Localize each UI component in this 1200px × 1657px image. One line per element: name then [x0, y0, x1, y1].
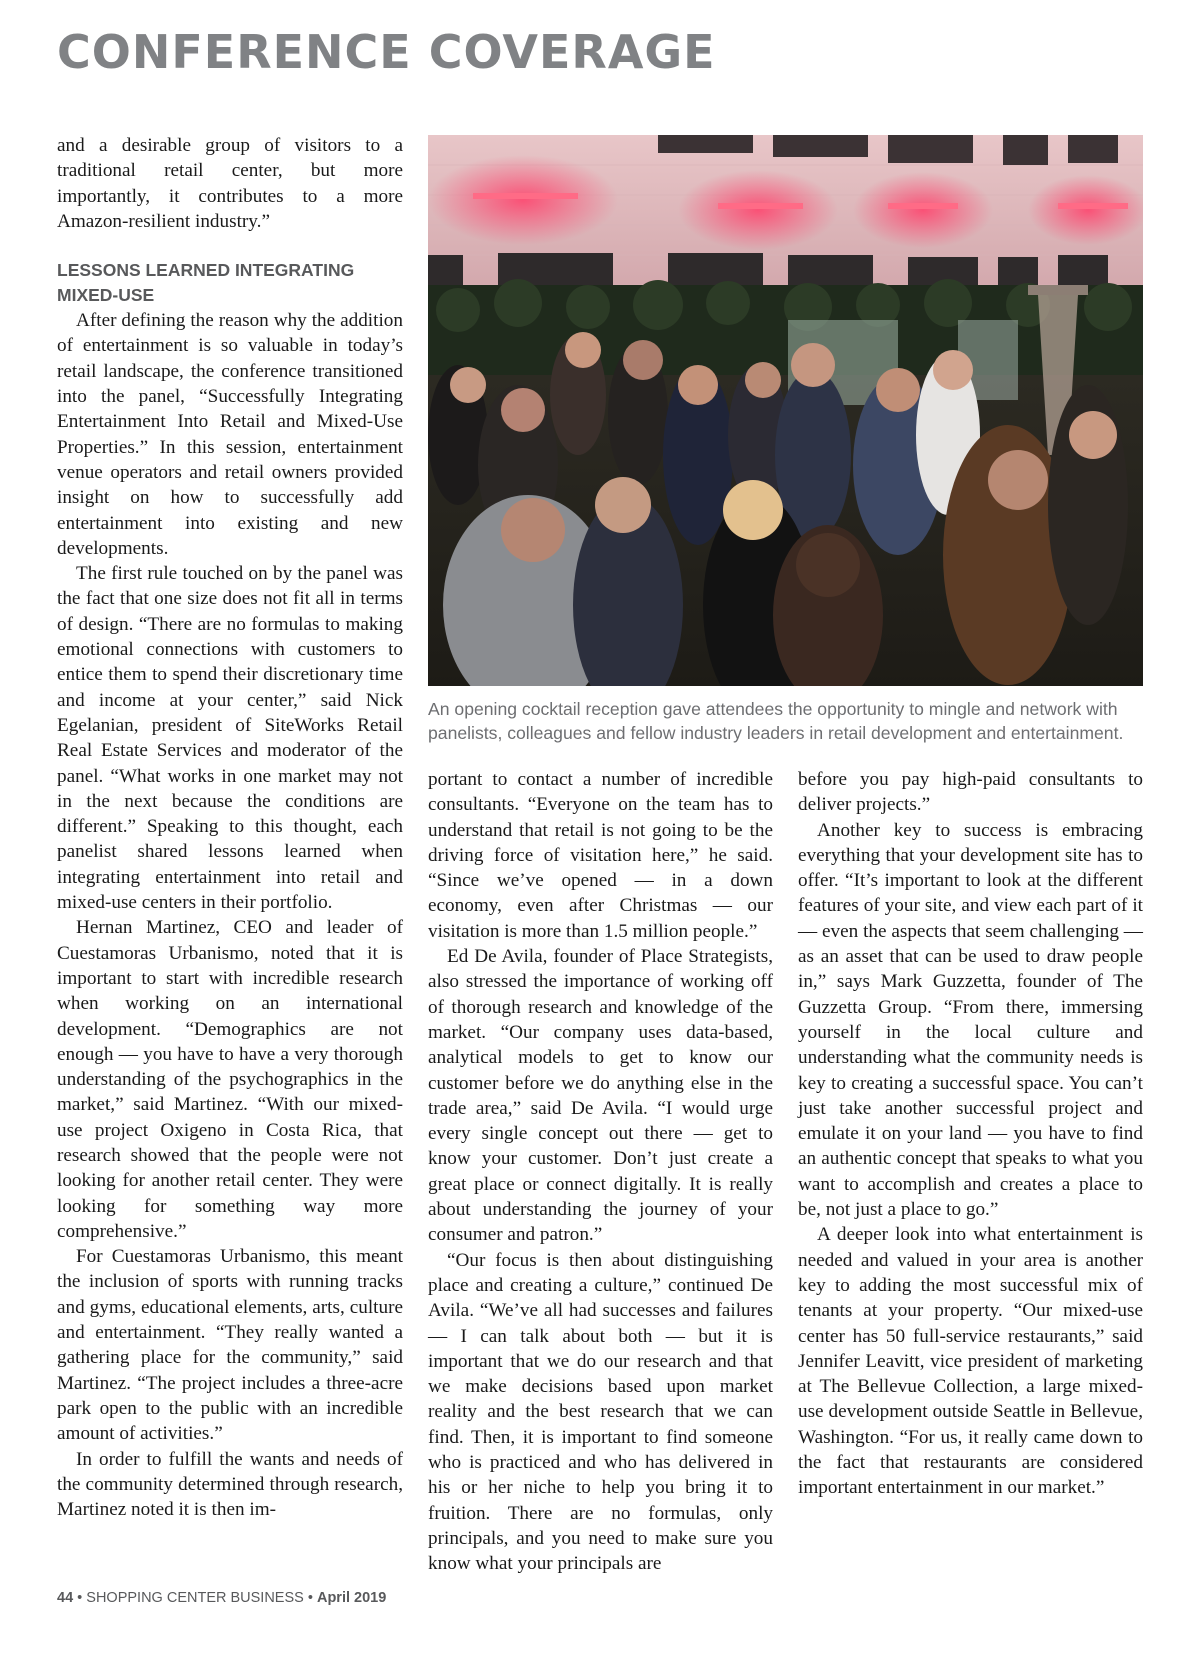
body-paragraph: The first rule touched on by the panel was the fact that one size does not fit all in terms of design. “There are no formulas to making emotional connections with customers to entice them to spend their discretionary time and income at your center,” said Nick Egelanian, president of SiteWorks Retail Real Estate Services and moderator of the panel. “What works in one market may not in the next because the conditions are different.” Speaking to this thought, each panelist shared lessons learned when integrating entertainment into retail and mixed-use centers in their portfolio.	[57, 563, 403, 914]
body-paragraph: A deeper look into what entertainment is needed and valued in your area is another key to adding the most successful mix of tenants at your property. “Our mixed-use center has 50 full-service restaurants,” said Jennifer Leavitt, vice president of marketing at The Bellevue Collection, a large mixed-use development outside Seattle in Bellevue, Washington. “For us, it really came down to the fact that restaurants are considered important entertainment in our market.”	[798, 1224, 1143, 1499]
body-paragraph: Ed De Avila, founder of Place Strategists, also stressed the importance of working off of thorough research and knowledge of the market. “Our company uses data-based, analytical models to get to know our customer before we do anything else in the trade area,” said De Avila. “I would urge every single concept out there — get to know your customer. Don’t just create a great place or connect digitally. It is really about understanding the journey of your consumer and patron.”	[428, 946, 773, 1246]
body-paragraph: Another key to success is embracing everything that your development site has to offer. “It’s important to look at the different features of your site, and view each part of it — even the aspects that seem challenging — as an asset that can be used to draw people in,” says Mark Guzzetta, founder of The Guzzetta Group. “From there, immersing yourself in the local culture and understanding what the community needs is key to creating a successful space. You can’t just take another successful project and emulate it on your land — you have to find an authentic concept that speaks to what you want to accomplish and creates a place to be, not just a place to go.”	[798, 819, 1143, 1221]
footer-separator: •	[77, 1590, 83, 1606]
article-column-right	[798, 767, 1143, 1501]
article-column-middle	[428, 767, 773, 1577]
photo-caption: An opening cocktail reception gave attendees the opportunity to mingle and network with panelists, colleagues and fellow industry leaders in retail development and entertainment.	[428, 699, 1124, 743]
body-paragraph: “Our focus is then about distinguishing place and creating a culture,” continued De Avila. “We’ve all had successes and failures — I can talk about both — but it is important that we do our research and that we make decisions based upon market reality and the best research that we can find. Then, it is important to find someone who is practiced and who has delivered in his or her niche to help you bring it to fruition. There are no formulas, only principals, and you need to make sure you know what your principals are	[428, 1249, 773, 1575]
continuation-paragraph: before you pay high-paid consultants to deliver projects.”	[798, 769, 1143, 816]
article-column-left	[57, 133, 403, 1522]
body-paragraph: After defining the reason why the addition of entertainment is so valuable in today’s retail landscape, the conference transitioned into the panel, “Successfully Integrating Entertainment Into Retail and Mixed-Use Properties.” In this session, entertainment venue operators and retail owners provided insight on how to successfully add entertainment into existing and new developments.	[57, 310, 403, 559]
reception-photo	[428, 135, 1143, 686]
page-number: 44	[57, 1590, 74, 1606]
intro-paragraph: and a desirable group of visitors to a traditional retail center, but more importantly, it contributes to a more Amazon-resilient industry.”	[57, 135, 403, 232]
section-title: CONFERENCE COVERAGE	[57, 25, 716, 79]
body-paragraph: For Cuestamoras Urbanismo, this meant the inclusion of sports with running tracks and gyms, educational elements, arts, culture and entertainment. “They really wanted a gathering place for the community,” said Martinez. “The project includes a three-acre park open to the public with an incredible amount of activities.”	[57, 1246, 403, 1445]
continuation-paragraph: portant to contact a number of incredible consultants. “Everyone on the team has to understand that retail is not going to be the driving force of visitation here,” he said. “Since we’ve opened — in a down economy, even after Christmas — our visitation is more than 1.5 million people.”	[428, 769, 773, 942]
publication-name: SHOPPING CENTER BUSINESS	[86, 1590, 304, 1606]
body-paragraph: Hernan Martinez, CEO and leader of Cuestamoras Urbanismo, noted that it is important to start with incredible research when working on an international development. “Demographics are not enough — you have to have a very thorough understanding of the psychographics in the market,” said Martinez. “With our mixed-use project Oxigeno in Costa Rica, that research showed that the people were not looking for another retail center. They were looking for something way more comprehensive.”	[57, 917, 403, 1242]
body-paragraph: In order to fulfill the wants and needs of the community determined through research, Martinez noted it is then im-	[57, 1448, 403, 1521]
photo-illustration	[428, 135, 1143, 686]
article-subhead: LESSONS LEARNED INTEGRATING MIXED-USE	[57, 260, 355, 306]
page-footer	[57, 1590, 386, 1606]
footer-separator: •	[307, 1590, 313, 1606]
issue-date: April 2019	[316, 1590, 387, 1606]
